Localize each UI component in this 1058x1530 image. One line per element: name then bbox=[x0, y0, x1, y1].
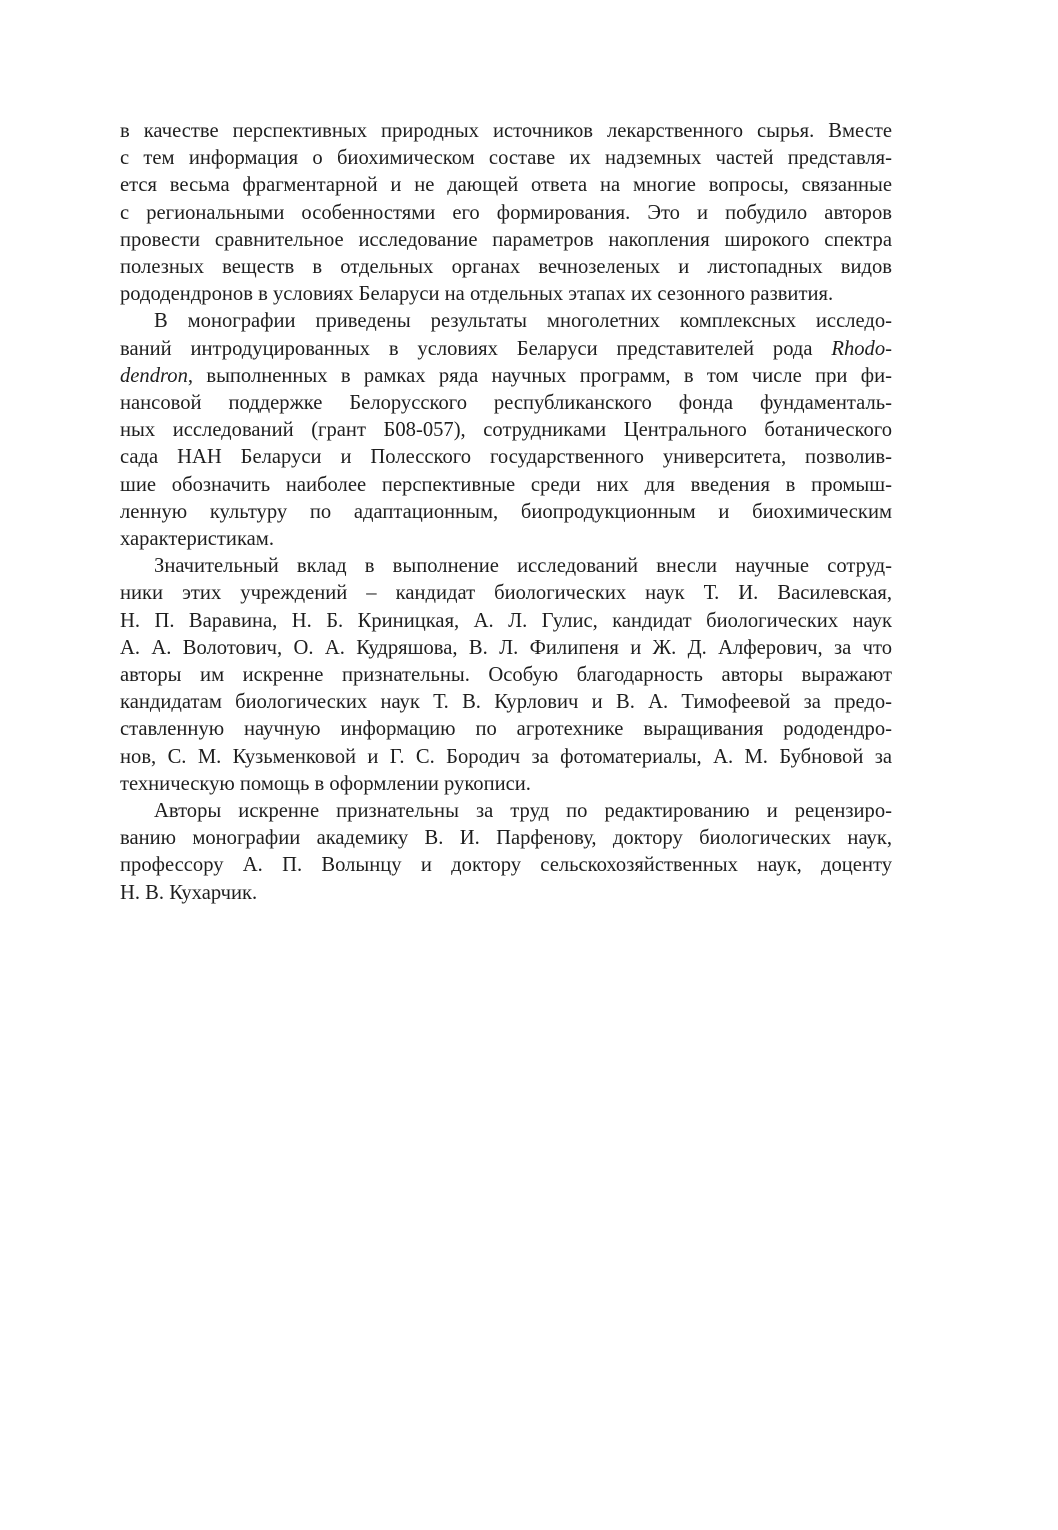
text-line: Н. П. Варавина, Н. Б. Криницкая, А. Л. Гулис, кандидат биологических наук bbox=[120, 609, 892, 632]
text-line-with-italic bbox=[120, 363, 892, 390]
paragraph-acknowledgements-staff bbox=[120, 553, 892, 798]
text-line: техническую помощь в оформлении рукописи. bbox=[120, 772, 531, 795]
text-line: рододендронов в условиях Беларуси на отдельных этапах их сезонного развития. bbox=[120, 283, 834, 306]
text-line: Авторы искренне признательны за труд по редактированию и рецензиро- bbox=[154, 800, 892, 823]
text-line: провести сравнительное исследование параметров накопления широкого спектра bbox=[120, 228, 892, 251]
text-line: сада НАН Беларуси и Полесского государственного университета, позволив- bbox=[120, 446, 892, 469]
text-line: Значительный вклад в выполнение исследований внесли научные сотруд- bbox=[154, 555, 892, 578]
text-segment: ваний интродуцированных в условиях Беларуси представителей рода bbox=[120, 337, 832, 360]
paragraph-acknowledgements-reviewers bbox=[120, 798, 892, 907]
text-line: авторы им искренне признательны. Особую благодарность авторы выражают bbox=[120, 664, 892, 687]
text-line-with-italic bbox=[120, 336, 892, 363]
text-line: с региональными особенностями его формирования. Это и побудило авторов bbox=[120, 201, 892, 224]
text-line: нов, С. М. Кузьменковой и Г. С. Бородич за фотоматериалы, А. М. Бубновой за bbox=[120, 745, 892, 768]
genus-name-italic: Rhodo- bbox=[831, 337, 892, 360]
text-line: профессору А. П. Волынцу и доктору сельскохозяйственных наук, доценту bbox=[120, 854, 892, 877]
text-line: нансовой поддержке Белорусского республиканского фонда фундаменталь- bbox=[120, 392, 892, 415]
text-line: Н. В. Кухарчик. bbox=[120, 881, 258, 904]
text-line: ники этих учреждений – кандидат биологических наук Т. И. Василевская, bbox=[120, 582, 892, 605]
text-line: полезных веществ в отдельных органах вечнозеленых и листопадных видов bbox=[120, 256, 892, 279]
text-line: В монографии приведены результаты многолетних комплексных исследо- bbox=[154, 310, 892, 333]
paragraph-intro-continuation bbox=[120, 118, 892, 308]
paragraph-monograph-results bbox=[120, 308, 892, 553]
text-line: кандидатам биологических наук Т. В. Курлович и В. А. Тимофеевой за предо- bbox=[120, 691, 892, 714]
text-line: характеристикам. bbox=[120, 528, 274, 551]
text-line: ется весьма фрагментарной и не дающей ответа на многие вопросы, связанные bbox=[120, 174, 892, 197]
text-line: ленную культуру по адаптационным, биопродукционным и биохимическим bbox=[120, 500, 892, 523]
text-line: в качестве перспективных природных источников лекарственного сырья. Вместе bbox=[120, 120, 892, 142]
text-line: ных исследований (грант Б08-057), сотрудниками Центрального ботанического bbox=[120, 419, 892, 442]
text-line: шие обозначить наиболее перспективные среди них для введения в промыш- bbox=[120, 473, 892, 496]
text-line: ванию монографии академику В. И. Парфенову, доктору биологических наук, bbox=[120, 827, 892, 850]
text-line: с тем информация о биохимическом составе их надземных частей представля- bbox=[120, 147, 892, 170]
body-text bbox=[120, 118, 892, 907]
text-segment: , выполненных в рамках ряда научных программ, в том числе при фи- bbox=[187, 364, 892, 387]
text-line: А. А. Волотович, О. А. Кудряшова, В. Л. Филипеня и Ж. Д. Алферович, за что bbox=[120, 636, 892, 659]
text-line: ставленную научную информацию по агротехнике выращивания рододендро- bbox=[120, 718, 892, 741]
genus-name-italic: dendron bbox=[120, 364, 188, 387]
